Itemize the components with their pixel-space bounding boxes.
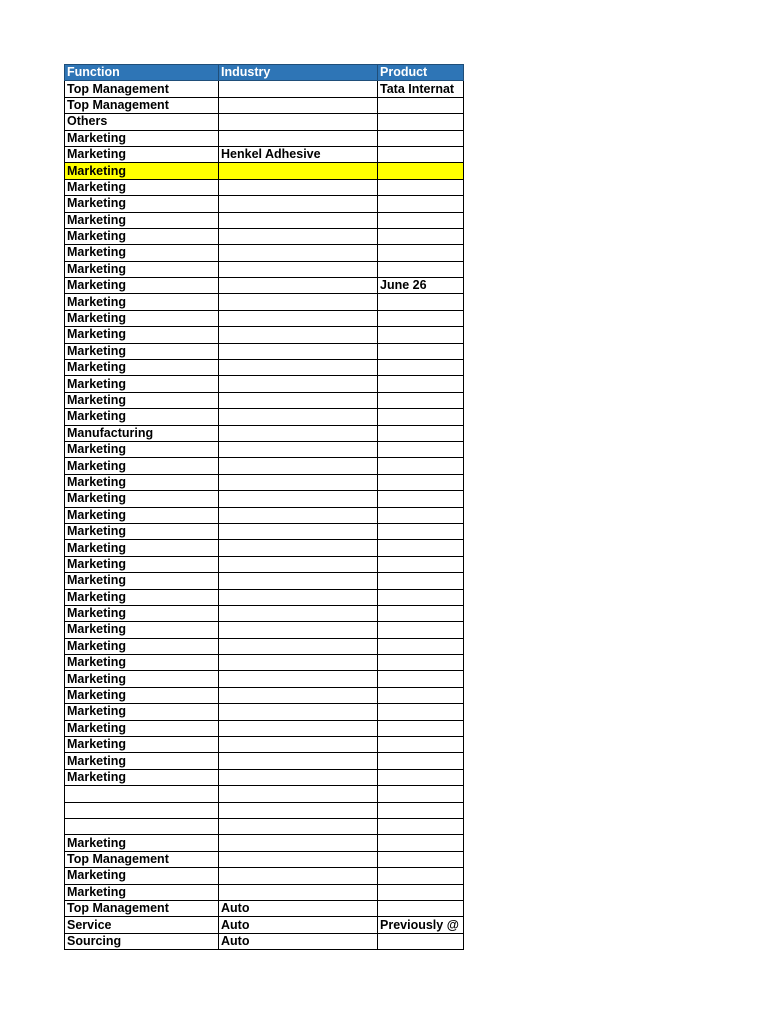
cell-industry[interactable]: [219, 540, 378, 556]
cell-industry[interactable]: [219, 310, 378, 326]
cell-function[interactable]: Marketing: [65, 146, 219, 162]
cell-function[interactable]: [65, 818, 219, 834]
cell-product[interactable]: [378, 97, 464, 113]
cell-product[interactable]: [378, 769, 464, 785]
cell-product[interactable]: [378, 802, 464, 818]
cell-product[interactable]: [378, 573, 464, 589]
cell-product[interactable]: [378, 753, 464, 769]
cell-industry[interactable]: [219, 851, 378, 867]
cell-function[interactable]: Marketing: [65, 507, 219, 523]
cell-product[interactable]: [378, 310, 464, 326]
table-row: [65, 786, 464, 802]
cell-product[interactable]: [378, 212, 464, 228]
cell-function[interactable]: Marketing: [65, 491, 219, 507]
cell-industry[interactable]: [219, 196, 378, 212]
header-function[interactable]: Function: [65, 65, 219, 81]
cell-function[interactable]: Marketing: [65, 163, 219, 179]
cell-function[interactable]: Marketing: [65, 868, 219, 884]
cell-product[interactable]: [378, 376, 464, 392]
table-row: [65, 737, 464, 753]
cell-product[interactable]: [378, 589, 464, 605]
cell-industry[interactable]: [219, 97, 378, 113]
table-row: [65, 802, 464, 818]
cell-function[interactable]: Marketing: [65, 638, 219, 654]
cell-function[interactable]: Marketing: [65, 458, 219, 474]
table-row: [65, 425, 464, 441]
cell-product[interactable]: [378, 835, 464, 851]
cell-industry[interactable]: [219, 605, 378, 621]
table-row: [65, 655, 464, 671]
cell-product[interactable]: [378, 343, 464, 359]
table-row: [65, 900, 464, 916]
cell-function[interactable]: Marketing: [65, 343, 219, 359]
cell-product[interactable]: [378, 245, 464, 261]
cell-product[interactable]: [378, 720, 464, 736]
cell-industry[interactable]: [219, 212, 378, 228]
cell-industry[interactable]: Auto: [219, 917, 378, 933]
cell-function[interactable]: Service: [65, 917, 219, 933]
table-row: [65, 343, 464, 359]
cell-industry[interactable]: [219, 360, 378, 376]
cell-industry[interactable]: [219, 769, 378, 785]
cell-product[interactable]: [378, 818, 464, 834]
table-row: [65, 228, 464, 244]
cell-industry[interactable]: [219, 704, 378, 720]
table-row: [65, 671, 464, 687]
table-row: [65, 704, 464, 720]
cell-function[interactable]: Marketing: [65, 327, 219, 343]
table-row: [65, 114, 464, 130]
cell-industry[interactable]: [219, 523, 378, 539]
cell-function[interactable]: Marketing: [65, 556, 219, 572]
cell-industry[interactable]: [219, 228, 378, 244]
cell-product[interactable]: [378, 507, 464, 523]
cell-function[interactable]: [65, 786, 219, 802]
cell-product[interactable]: [378, 933, 464, 949]
table-row: [65, 146, 464, 162]
cell-product[interactable]: [378, 146, 464, 162]
table-row: [65, 474, 464, 490]
cell-product[interactable]: [378, 425, 464, 441]
table-row: [65, 622, 464, 638]
cell-industry[interactable]: [219, 573, 378, 589]
cell-industry[interactable]: Auto: [219, 900, 378, 916]
cell-function[interactable]: Marketing: [65, 196, 219, 212]
cell-function[interactable]: Marketing: [65, 523, 219, 539]
cell-product[interactable]: [378, 737, 464, 753]
table-row: [65, 212, 464, 228]
cell-product[interactable]: [378, 523, 464, 539]
table-row: [65, 441, 464, 457]
cell-function[interactable]: Marketing: [65, 704, 219, 720]
cell-product[interactable]: [378, 622, 464, 638]
table-row: [65, 851, 464, 867]
cell-industry[interactable]: [219, 392, 378, 408]
cell-function[interactable]: Marketing: [65, 687, 219, 703]
cell-product[interactable]: [378, 392, 464, 408]
table-row: [65, 245, 464, 261]
table-row: [65, 818, 464, 834]
table-row: [65, 638, 464, 654]
cell-product[interactable]: Previously @: [378, 917, 464, 933]
table-row: [65, 491, 464, 507]
table-row: [65, 376, 464, 392]
cell-function[interactable]: Marketing: [65, 212, 219, 228]
table-row: [65, 917, 464, 933]
table-row: [65, 458, 464, 474]
cell-product[interactable]: Tata Internat: [378, 81, 464, 97]
cell-function[interactable]: [65, 802, 219, 818]
header-row: [65, 65, 464, 81]
table-row: [65, 310, 464, 326]
cell-product[interactable]: [378, 704, 464, 720]
cell-function[interactable]: Top Management: [65, 900, 219, 916]
cell-industry[interactable]: [219, 458, 378, 474]
cell-industry[interactable]: [219, 179, 378, 195]
table-row: [65, 868, 464, 884]
spreadsheet-grid: [64, 64, 464, 950]
cell-function[interactable]: Marketing: [65, 884, 219, 900]
cell-industry[interactable]: [219, 638, 378, 654]
table-row: [65, 261, 464, 277]
cell-product[interactable]: [378, 884, 464, 900]
cell-industry[interactable]: [219, 376, 378, 392]
cell-industry[interactable]: [219, 294, 378, 310]
header-industry[interactable]: Industry: [219, 65, 378, 81]
cell-function[interactable]: Marketing: [65, 441, 219, 457]
cell-function[interactable]: Top Management: [65, 97, 219, 113]
cell-product[interactable]: [378, 114, 464, 130]
table-row: [65, 81, 464, 97]
cell-function[interactable]: Marketing: [65, 261, 219, 277]
cell-industry[interactable]: [219, 507, 378, 523]
table-row: [65, 179, 464, 195]
table-row: [65, 278, 464, 294]
table-row: [65, 97, 464, 113]
cell-product[interactable]: [378, 458, 464, 474]
cell-product[interactable]: [378, 868, 464, 884]
cell-industry[interactable]: [219, 737, 378, 753]
cell-function[interactable]: Marketing: [65, 409, 219, 425]
cell-product[interactable]: [378, 409, 464, 425]
cell-function[interactable]: Marketing: [65, 622, 219, 638]
cell-function[interactable]: Marketing: [65, 753, 219, 769]
cell-function[interactable]: Marketing: [65, 474, 219, 490]
table-row: [65, 605, 464, 621]
table-row: [65, 835, 464, 851]
table-row: [65, 687, 464, 703]
cell-function[interactable]: Marketing: [65, 376, 219, 392]
cell-function[interactable]: Marketing: [65, 737, 219, 753]
table-row: [65, 884, 464, 900]
cell-industry[interactable]: [219, 491, 378, 507]
cell-industry[interactable]: [219, 409, 378, 425]
cell-function[interactable]: Marketing: [65, 245, 219, 261]
data-table: [64, 64, 464, 950]
table-row: [65, 556, 464, 572]
table-row: [65, 409, 464, 425]
cell-product[interactable]: [378, 228, 464, 244]
cell-product[interactable]: [378, 294, 464, 310]
table-row: [65, 196, 464, 212]
cell-industry[interactable]: [219, 130, 378, 146]
cell-function[interactable]: Top Management: [65, 81, 219, 97]
cell-industry[interactable]: [219, 884, 378, 900]
cell-function[interactable]: Sourcing: [65, 933, 219, 949]
cell-industry[interactable]: [219, 868, 378, 884]
cell-industry[interactable]: [219, 261, 378, 277]
table-row: [65, 769, 464, 785]
cell-product[interactable]: [378, 900, 464, 916]
cell-product[interactable]: [378, 474, 464, 490]
cell-function[interactable]: Marketing: [65, 769, 219, 785]
cell-function[interactable]: Marketing: [65, 228, 219, 244]
cell-industry[interactable]: [219, 556, 378, 572]
cell-function[interactable]: Marketing: [65, 655, 219, 671]
cell-function[interactable]: Marketing: [65, 540, 219, 556]
cell-function[interactable]: Manufacturing: [65, 425, 219, 441]
cell-industry[interactable]: [219, 589, 378, 605]
cell-industry[interactable]: [219, 786, 378, 802]
cell-industry[interactable]: [219, 343, 378, 359]
cell-product[interactable]: [378, 441, 464, 457]
table-row: [65, 327, 464, 343]
table-body: [65, 81, 464, 950]
cell-function[interactable]: Marketing: [65, 835, 219, 851]
cell-product[interactable]: [378, 196, 464, 212]
table-row: [65, 360, 464, 376]
table-row: [65, 720, 464, 736]
table-row: [65, 163, 464, 179]
table-row: [65, 589, 464, 605]
cell-function[interactable]: Marketing: [65, 392, 219, 408]
cell-industry[interactable]: [219, 441, 378, 457]
cell-function[interactable]: Others: [65, 114, 219, 130]
table-row: [65, 523, 464, 539]
table-row: [65, 573, 464, 589]
cell-industry[interactable]: [219, 278, 378, 294]
table-row: [65, 540, 464, 556]
cell-product[interactable]: [378, 163, 464, 179]
cell-industry[interactable]: [219, 163, 378, 179]
cell-function[interactable]: Marketing: [65, 310, 219, 326]
cell-product[interactable]: [378, 687, 464, 703]
cell-product[interactable]: [378, 556, 464, 572]
table-row: [65, 392, 464, 408]
cell-function[interactable]: Marketing: [65, 671, 219, 687]
cell-industry[interactable]: [219, 327, 378, 343]
cell-function[interactable]: Marketing: [65, 573, 219, 589]
cell-function[interactable]: Marketing: [65, 294, 219, 310]
cell-industry[interactable]: [219, 114, 378, 130]
cell-industry[interactable]: [219, 622, 378, 638]
cell-industry[interactable]: [219, 671, 378, 687]
cell-industry[interactable]: [219, 474, 378, 490]
cell-product[interactable]: [378, 655, 464, 671]
table-row: [65, 933, 464, 949]
cell-product[interactable]: [378, 851, 464, 867]
table-row: [65, 507, 464, 523]
cell-product[interactable]: [378, 671, 464, 687]
cell-product[interactable]: [378, 605, 464, 621]
cell-industry[interactable]: [219, 753, 378, 769]
cell-function[interactable]: Marketing: [65, 179, 219, 195]
cell-product[interactable]: [378, 491, 464, 507]
cell-function[interactable]: Marketing: [65, 360, 219, 376]
cell-industry[interactable]: [219, 245, 378, 261]
cell-product[interactable]: [378, 360, 464, 376]
cell-product[interactable]: [378, 327, 464, 343]
cell-function[interactable]: Marketing: [65, 130, 219, 146]
table-row: [65, 294, 464, 310]
header-product[interactable]: Product: [378, 65, 464, 81]
cell-industry[interactable]: [219, 802, 378, 818]
cell-industry[interactable]: Henkel Adhesive: [219, 146, 378, 162]
cell-industry[interactable]: [219, 687, 378, 703]
cell-function[interactable]: Marketing: [65, 589, 219, 605]
table-row: [65, 130, 464, 146]
cell-product[interactable]: June 26: [378, 278, 464, 294]
cell-product[interactable]: [378, 179, 464, 195]
cell-industry[interactable]: [219, 720, 378, 736]
cell-industry[interactable]: [219, 655, 378, 671]
cell-industry[interactable]: Auto: [219, 933, 378, 949]
cell-product[interactable]: [378, 130, 464, 146]
cell-product[interactable]: [378, 638, 464, 654]
cell-function[interactable]: Top Management: [65, 851, 219, 867]
cell-product[interactable]: [378, 786, 464, 802]
cell-function[interactable]: Marketing: [65, 605, 219, 621]
cell-industry[interactable]: [219, 818, 378, 834]
cell-function[interactable]: Marketing: [65, 720, 219, 736]
cell-product[interactable]: [378, 261, 464, 277]
cell-industry[interactable]: [219, 425, 378, 441]
cell-function[interactable]: Marketing: [65, 278, 219, 294]
cell-industry[interactable]: [219, 81, 378, 97]
cell-product[interactable]: [378, 540, 464, 556]
table-row: [65, 753, 464, 769]
cell-industry[interactable]: [219, 835, 378, 851]
